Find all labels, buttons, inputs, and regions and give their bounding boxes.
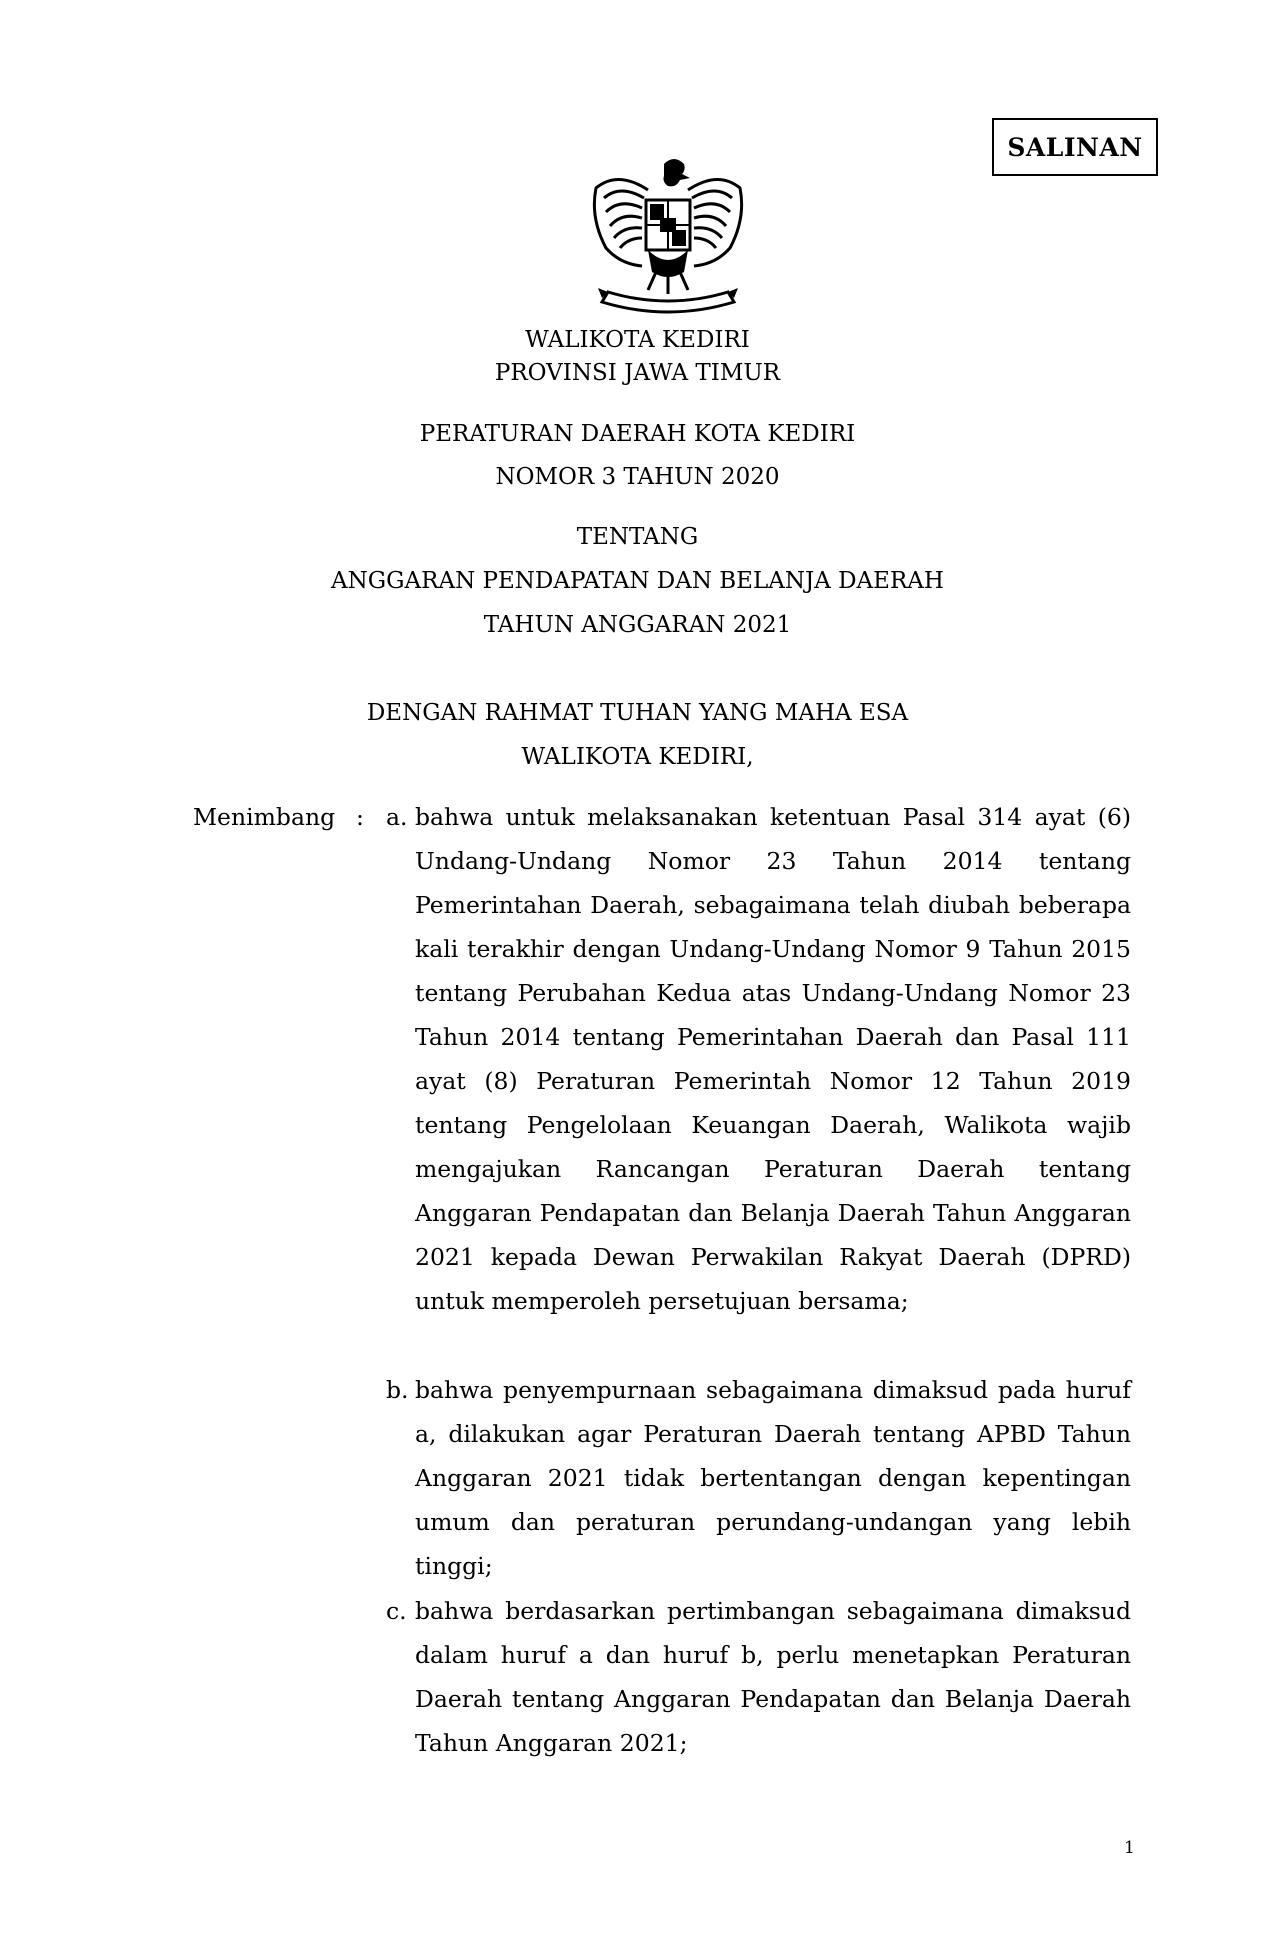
item-c-letter: c. — [386, 1597, 407, 1625]
regulation-title: PERATURAN DAERAH KOTA KEDIRI — [419, 421, 856, 447]
item-a-text: bahwa untuk melaksanakan ketentuan Pasal 314 ayat (6) Undang-Undang Nomor 23 Tahun 2014 tentang Pemerintahan Daerah, sebagaimana telah diubah beberapa kali terakhir dengan Undang-Undang Nomor 9 Tahun 2015 tentang Perubahan Kedua atas Undang-Undang Nomor 23 Tahun 2014 tentang Pemerintahan Daerah dan Pasal 111 ayat (8) Peraturan Pemerintah Nomor 12 Tahun 2019 tentang Pengelolaan Keuangan Daerah, Walikota wajib mengajukan Rancangan Peraturan Daerah tentang Anggaran Pendapatan dan Belanja Daerah Tahun Anggaran 2021 kepada Dewan Perwakilan Rakyat Daerah (DPRD) untuk memperoleh persetujuan bersama; — [415, 803, 1131, 1315]
tentang-heading: TENTANG — [576, 524, 699, 550]
item-b-text: bahwa penyempurnaan sebagaimana dimaksud pada huruf a, dilakukan agar Peraturan Daerah tentang APBD Tahun Anggaran 2021 tidak bertentangan dengan kepentingan umum dan peraturan perundang-undangan yang lebih tinggi; — [415, 1376, 1131, 1580]
item-b-letter: b. — [386, 1376, 409, 1404]
subject-line-1: ANGGARAN PENDAPATAN DAN BELANJA DAERAH — [331, 568, 944, 594]
header-walikota: WALIKOTA KEDIRI — [525, 327, 750, 353]
salinan-stamp: SALINAN — [992, 118, 1158, 176]
page-number: 1 — [1124, 1838, 1135, 1858]
item-c-text: bahwa berdasarkan pertimbangan sebagaimana dimaksud dalam huruf a dan huruf b, perlu menetapkan Peraturan Daerah tentang Anggaran Pendapatan dan Belanja Daerah Tahun Anggaran 2021; — [415, 1597, 1131, 1757]
garuda-emblem-icon — [578, 150, 758, 320]
item-a-letter: a. — [386, 803, 408, 831]
subject-line-2: TAHUN ANGGARAN 2021 — [483, 612, 792, 638]
header-provinsi: PROVINSI JAWA TIMUR — [494, 360, 781, 386]
menimbang-colon: : — [356, 803, 364, 831]
menimbang-label: Menimbang — [193, 803, 336, 831]
regulation-number: NOMOR 3 TAHUN 2020 — [495, 464, 780, 490]
preamble-line-1: DENGAN RAHMAT TUHAN YANG MAHA ESA — [366, 700, 909, 726]
preamble-line-2: WALIKOTA KEDIRI, — [521, 744, 754, 770]
